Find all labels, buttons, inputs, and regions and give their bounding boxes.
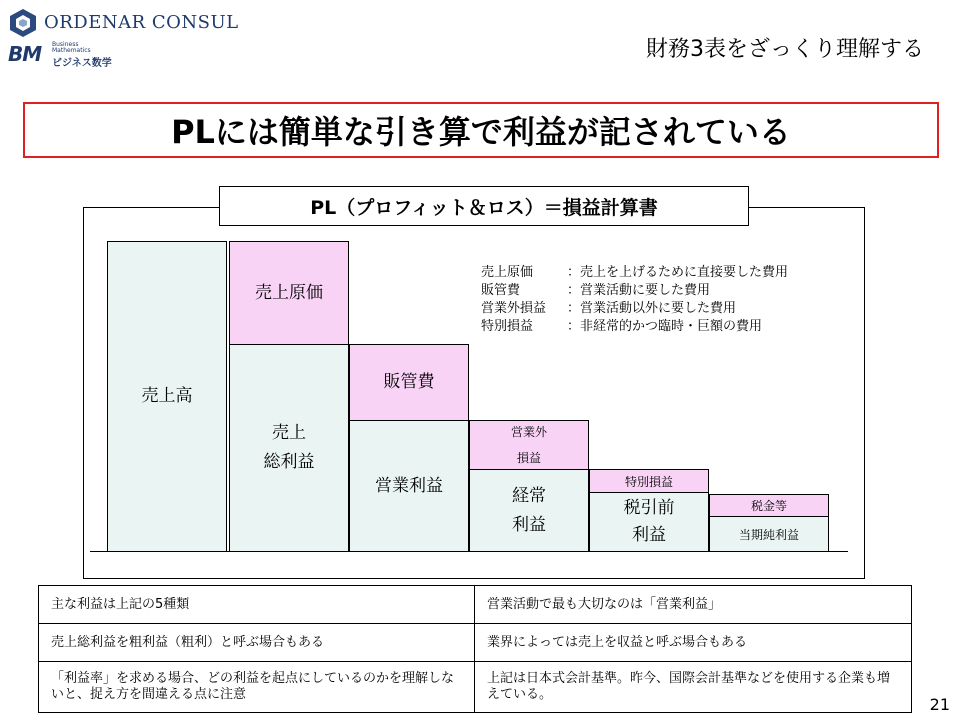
table-row	[39, 586, 912, 624]
slide-section-title: 財務3表をざっくり理解する	[646, 37, 924, 62]
block-operating-profit: 営業利益	[349, 420, 469, 552]
table-cell: 営業活動で最も大切なのは「営業利益」	[475, 586, 912, 624]
ordenar-logo-text: ORDENAR CONSUL	[44, 12, 239, 33]
block-net-income: 当期純利益	[709, 516, 829, 552]
note-row: 特別損益 ：非経常的かつ臨時・巨額の費用	[481, 319, 763, 334]
block-ordinary-profit: 経常 利益	[469, 469, 589, 552]
block-taxes: 税金等	[709, 494, 829, 517]
note-row: 販管費 ：営業活動に要した費用	[481, 283, 711, 298]
block-extraordinary: 特別損益	[589, 469, 709, 493]
page-number: 21	[929, 695, 950, 714]
table-cell: 業界によっては売上を収益と呼ぶ場合もある	[475, 624, 912, 662]
note-row: 営業外損益 ：営業活動以外に要した費用	[481, 301, 737, 316]
block-sales: 売上高	[107, 241, 227, 552]
table-row	[39, 662, 912, 713]
block-sga: 販管費	[349, 344, 469, 421]
notes-table	[38, 585, 912, 713]
bm-logo-letters: BM	[8, 42, 42, 66]
table-cell: 売上総利益を粗利益（粗利）と呼ぶ場合もある	[39, 624, 475, 662]
block-pretax-profit: 税引前 利益	[589, 492, 709, 552]
ordenar-consul-logo	[8, 8, 239, 38]
bm-logo-small-text: Business Mathematics	[52, 41, 91, 54]
ordenar-logo-mark-icon	[8, 8, 38, 38]
table-row	[39, 624, 912, 662]
table-cell: 主な利益は上記の5種類	[39, 586, 475, 624]
note-row: 売上原価 ：売上を上げるために直接要した費用	[481, 265, 789, 280]
block-gross-profit: 売上 総利益	[229, 344, 349, 552]
bm-logo-japanese: ビジネス数学	[52, 58, 112, 69]
block-cost-of-sales: 売上原価	[229, 241, 349, 345]
main-heading: PLには簡単な引き算で利益が記されている	[23, 102, 939, 158]
bm-logo	[8, 41, 128, 69]
table-cell: 「利益率」を求める場合、どの利益を起点にしているのかを理解しないと、捉え方を間違える点に注意	[39, 662, 475, 713]
block-non-operating: 営業外 損益	[469, 420, 589, 470]
table-cell: 上記は日本式会計基準。昨今、国際会計基準などを使用する企業も増えている。	[475, 662, 912, 713]
expense-notes	[481, 264, 788, 336]
pl-diagram-title: PL（プロフィット＆ロス）＝損益計算書	[219, 186, 749, 226]
